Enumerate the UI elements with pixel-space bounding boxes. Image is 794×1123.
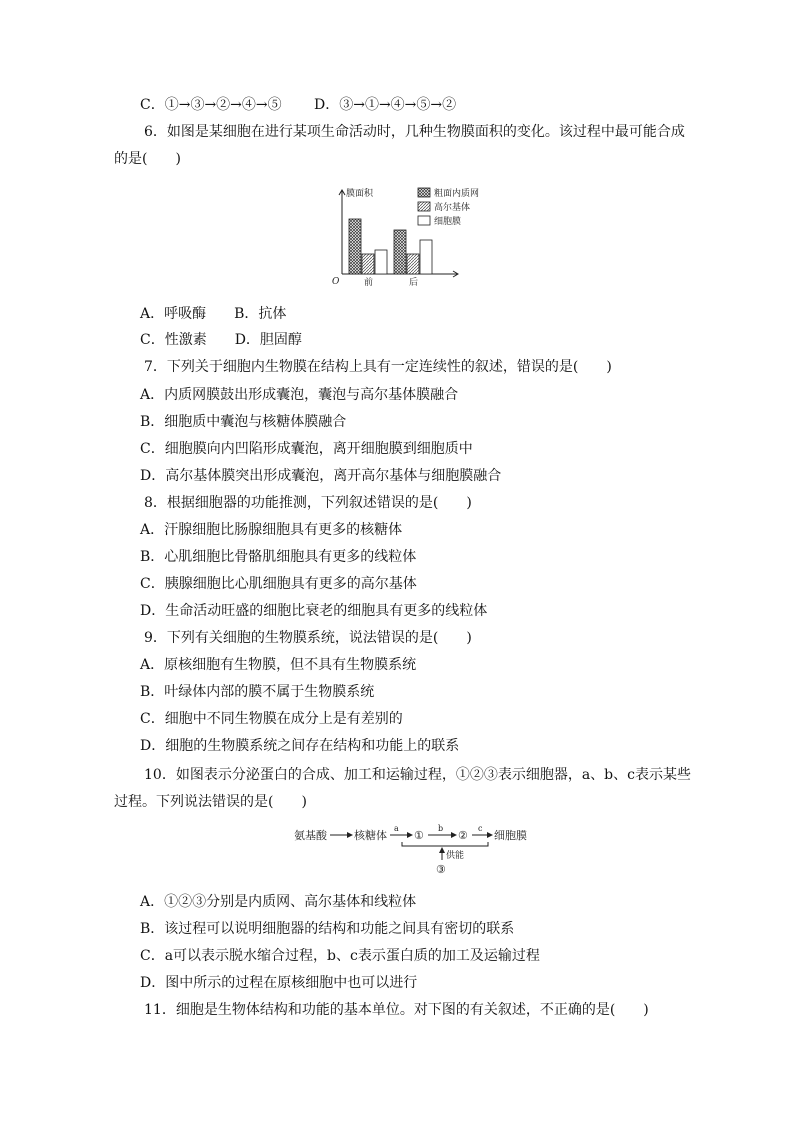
bar-2-3 <box>420 240 432 274</box>
q5-option-d: D．③→①→④→⑤→② <box>314 97 457 113</box>
legend-label: 粗面内质网 <box>434 189 480 199</box>
legend-swatch <box>418 202 430 211</box>
q8-option-b: B．心肌细胞比骨骼肌细胞具有更多的线粒体 <box>140 549 417 565</box>
q6-stem-line2: 的是( ) <box>114 151 181 167</box>
q8-option-a: A．汗腺细胞比肠腺细胞具有更多的核糖体 <box>140 522 403 538</box>
flow-label-c: c <box>478 824 483 833</box>
q9-option-c: C．细胞中不同生物膜在成分上是有差别的 <box>140 711 403 727</box>
flow-node-1: ① <box>414 829 424 842</box>
q8-option-c: C．胰腺细胞比心肌细胞具有更多的高尔基体 <box>140 576 417 592</box>
flow-amino-acid: 氨基酸 <box>294 829 327 842</box>
legend-swatch <box>418 216 430 225</box>
q7-stem: 7．下列关于细胞内生物膜在结构上具有一定连续性的叙述，错误的是( ) <box>144 359 612 375</box>
q7-option-c: C．细胞膜向内凹陷形成囊泡，离开细胞膜到细胞质中 <box>140 441 473 457</box>
x-tick-label: 后 <box>408 278 419 288</box>
flow-label-b: b <box>438 824 444 833</box>
bar-1-3 <box>375 250 387 274</box>
flow-label-a: a <box>394 824 399 833</box>
q7-option-b: B．细胞质中囊泡与核糖体膜融合 <box>140 414 347 430</box>
q10-stem-line2: 过程。下列说法错误的是( ) <box>114 794 307 810</box>
q10-stem-line1: 10．如图表示分泌蛋白的合成、加工和运输过程，①②③表示细胞器，a、b、c表示某些 <box>144 767 691 783</box>
q10-option-a: A．①②③分别是内质网、高尔基体和线粒体 <box>140 894 417 910</box>
q9-option-d: D．细胞的生物膜系统之间存在结构和功能上的联系 <box>140 738 460 754</box>
q8-option-d: D．生命活动旺盛的细胞比衰老的细胞具有更多的线粒体 <box>140 603 488 619</box>
q6-options-cd: C．性激素 D．胆固醇 <box>140 332 302 348</box>
q9-option-b: B．叶绿体内部的膜不属于生物膜系统 <box>140 684 375 700</box>
q5-option-c: C．①→③→②→④→⑤ <box>140 97 282 113</box>
q9-stem: 9．下列有关细胞的生物膜系统，说法错误的是( ) <box>144 630 472 646</box>
origin-label: O <box>332 277 340 287</box>
legend-label: 细胞膜 <box>434 217 462 227</box>
bar-1-1 <box>349 219 361 274</box>
flow-energy-bracket <box>402 842 488 846</box>
bar-2-2 <box>407 254 419 274</box>
y-axis-label: 膜面积 <box>346 189 374 199</box>
q11-stem: 11．细胞是生物体结构和功能的基本单位。对下图的有关叙述，不正确的是( ) <box>144 1002 649 1018</box>
legend-swatch <box>418 188 430 197</box>
q6-stem-line1: 6．如图是某细胞在进行某项生命活动时，几种生物膜面积的变化。该过程中最可能合成 <box>144 124 685 140</box>
legend-label: 高尔基体 <box>434 203 471 213</box>
q7-option-d: D．高尔基体膜突出形成囊泡，离开高尔基体与细胞膜融合 <box>140 468 502 484</box>
flow-energy-label: 供能 <box>446 851 465 861</box>
bar-1-2 <box>362 254 374 274</box>
q6-options-ab: A．呼吸酶 B．抗体 <box>140 306 287 322</box>
q7-option-a: A．内质网膜鼓出形成囊泡，囊泡与高尔基体膜融合 <box>140 387 459 403</box>
q8-stem: 8．根据细胞器的功能推测，下列叙述错误的是( ) <box>144 495 472 511</box>
q10-option-b: B．该过程可以说明细胞器的结构和功能之间具有密切的联系 <box>140 921 515 937</box>
x-tick-label: 前 <box>363 278 374 288</box>
secretory-protein-flow-diagram <box>292 822 532 876</box>
q9-option-a: A．原核细胞有生物膜，但不具有生物膜系统 <box>140 657 417 673</box>
q10-option-c: C．a可以表示脱水缩合过程，b、c表示蛋白质的加工及运输过程 <box>140 948 540 964</box>
flow-cell-membrane: 细胞膜 <box>494 829 527 842</box>
bar-2-1 <box>394 230 406 274</box>
flow-node-3: ③ <box>436 863 446 876</box>
membrane-area-bar-chart <box>330 182 500 292</box>
flow-ribosome: 核糖体 <box>354 829 387 842</box>
flow-node-2: ② <box>458 829 468 842</box>
q10-option-d: D．图中所示的过程在原核细胞中也可以进行 <box>140 975 418 991</box>
